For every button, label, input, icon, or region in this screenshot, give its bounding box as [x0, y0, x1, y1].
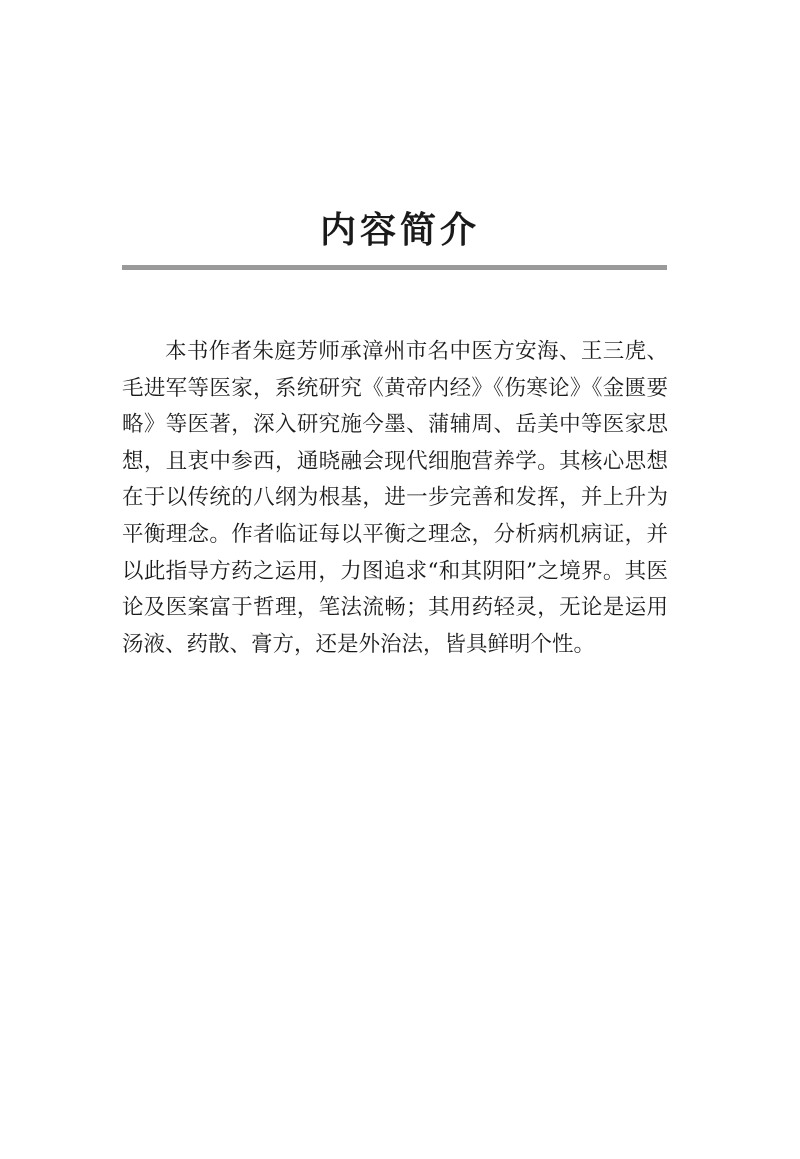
page-title: 内容简介: [319, 209, 480, 251]
title-underline: [122, 265, 667, 270]
summary-paragraph: 本书作者朱庭芳师承漳州市名中医方安海、王三虎、毛进军等医家，系统研究《黄帝内经》《伤寒论》《金匮要略》等医著，深入研究施今墨、蒲辅周、岳美中等医家思想，且衷中参西，通晓融会现代细胞营养学。其核心思想在于以传统的八纲为根基，进一步完善和发挥，并上升为平衡理念。作者临证每以平衡之理念，分析病机病证，并以此指导方药之运用，力图追求“和其阴阳”之境界。其医论及医案富于哲理，笔法流畅；其用药轻灵，无论是运用汤液、药散、膏方，还是外治法，皆具鲜明个性。: [122, 339, 668, 657]
